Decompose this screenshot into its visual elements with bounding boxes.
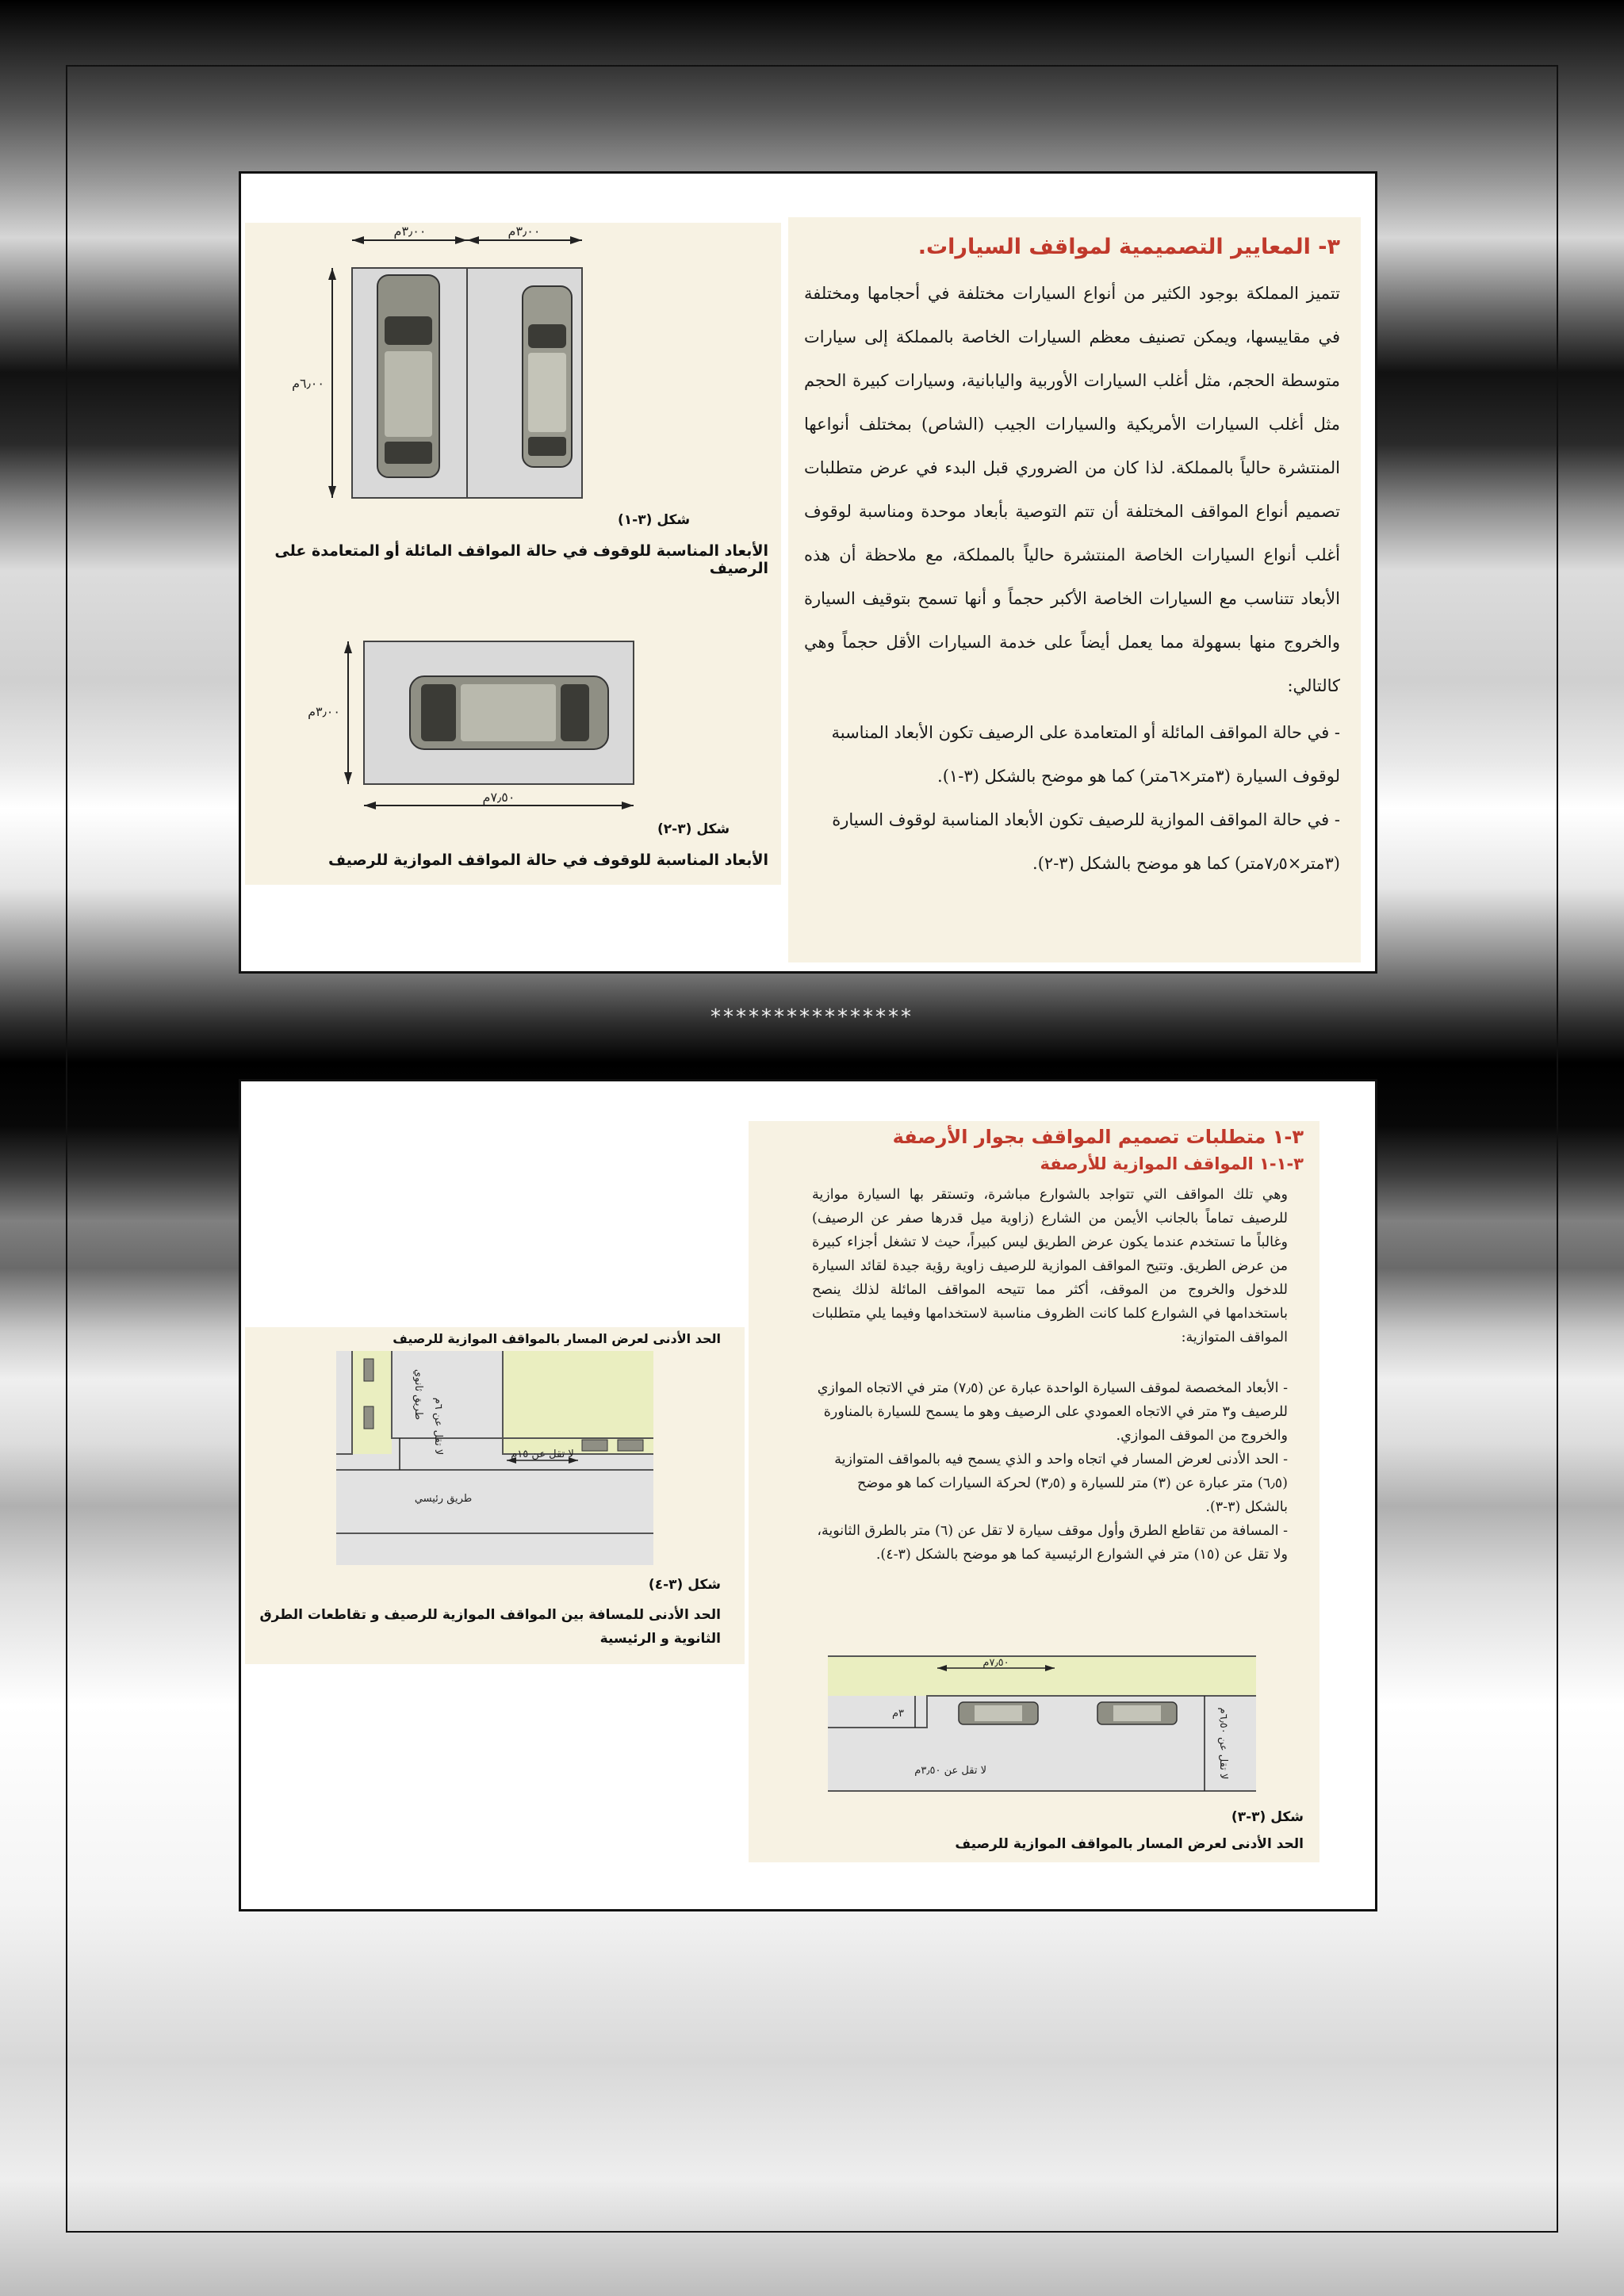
dimension-label: ٣٫٠٠م: [508, 224, 541, 239]
subsection-heading: ٣-١-١ المواقف الموازية للأرصفة: [1040, 1154, 1304, 1173]
figure-caption: الحد الأدنى للمسافة بين المواقف الموازية للرصيف و تقاطعات الطرق الثانوية و الرئيسية: [259, 1607, 721, 1647]
dimension-label: ٧٫٥٠م: [482, 790, 515, 805]
figures-panel: [245, 223, 781, 885]
list-item: - الأبعاد المخصصة لموقف السيارة الواحدة عبارة عن (٧٫٥) متر في الاتجاه الموازي للرصيف و٣ متر في الاتجاه العمودي على الرصيف وهو ما يسمح للسيارة بالمناورة والخروج من الموقف الموازي.: [817, 1380, 1288, 1444]
figure-number: شكل (٣-٢): [657, 821, 730, 837]
dimension-label: ٧٫٥٠م: [982, 1657, 1009, 1669]
figure-lane-width: [749, 1648, 1320, 1795]
section-heading: ٣-١ متطلبات تصميم المواقف بجوار الأرصفة: [892, 1126, 1304, 1148]
figure-perpendicular-parking: [245, 223, 781, 556]
car-icon: [377, 275, 439, 477]
car-icon: [582, 1440, 607, 1451]
figure-title: الحد الأدنى لعرض المسار بالمواقف الموازية للرصيف: [393, 1331, 721, 1346]
car-icon: [523, 286, 572, 467]
dimension-label: ٣٫٠٠م: [393, 224, 427, 239]
text-panel: [788, 217, 1361, 962]
text-panel: [749, 1121, 1320, 1862]
car-icon: [364, 1406, 373, 1429]
figure-number: شكل (٣-٤): [648, 1577, 721, 1593]
document-page-1: [239, 171, 1377, 974]
car-icon: [364, 1359, 373, 1381]
body-paragraph: تتميز المملكة بوجود الكثير من أنواع السيارات مختلفة في أحجامها ومختلفة في مقاييسها، ويمكن تصنيف معظم السيارات الخاصة بالمملكة إلى سيارات متوسطة الحجم، مثل أغلب السيارات الأوربية واليابانية، وسيارات كبيرة الحجم مثل أغلب السيارات الأمريكية والسيارات الجيب (الشاص) بمختلف أنواعها المنتشرة حالياً بالمملكة. لذا كان من الضروري قبل البدء في عرض متطلبات تصميم أنواع المواقف المختلفة أن تتم التوصية بأبعاد موحدة ومناسبة لوقوف أغلب أنواع السيارات الخاصة المنتشرة حالياً بالمملكة، مع ملاحظة أن هذه الأبعاد تتناسب مع السيارات الخاصة الأكبر حجماً و أنها تسمح بتوقيف السيارة والخروج منها بسهولة مما يعمل أيضاً على خدمة السيارات الأقل حجماً وهي كالتالي:: [804, 284, 1340, 695]
road-label: طريق رئيسي: [414, 1493, 473, 1505]
dimension-label: لا تقل عن ٦م: [432, 1397, 444, 1456]
separator: ****************: [710, 1005, 914, 1029]
figure-panel: [245, 1327, 745, 1664]
figure-number: شكل (٣-١): [618, 512, 691, 528]
car-icon: [1097, 1702, 1177, 1724]
section-heading: ٣- المعايير التصميمية لمواقف السيارات.: [917, 235, 1340, 259]
car-icon: [959, 1702, 1038, 1724]
figure-caption: الأبعاد المناسبة للوقوف في حالة المواقف المائلة أو المتعامدة على الرصيف: [274, 542, 768, 577]
car-icon: [618, 1440, 643, 1451]
dimension-label: لا تقل عن ٣٫٥٠م: [914, 1765, 986, 1777]
figure-number: شكل (٣-٣): [1231, 1809, 1304, 1825]
bullet-list: [812, 1376, 1288, 1567]
dimension-label: لا تقل عن ٦٫٥٠م: [1217, 1707, 1229, 1780]
document-page-2: [239, 1079, 1377, 1911]
list-item: - الحد الأدنى لعرض المسار في اتجاه واحد و الذي يسمح فيه بالمواقف المتوازية (٦٫٥) متر عبارة عن (٣) متر للسيارة و (٣٫٥) لحركة السيارات كما هو موضح بالشكل (٣-٣).: [834, 1452, 1288, 1515]
figure-parallel-parking: [245, 619, 781, 825]
dimension-label: ٣م: [891, 1708, 904, 1720]
figure-caption: الحد الأدنى لعرض المسار بالمواقف الموازية للرصيف: [955, 1836, 1304, 1852]
figure-intersection-distance: [245, 1351, 745, 1581]
dimension-label: ٣٫٠٠م: [308, 704, 340, 719]
car-icon: [410, 676, 608, 749]
dimension-label: لا تقل عن ١٥م: [511, 1448, 574, 1460]
body-paragraph: وهي تلك المواقف التي تتواجد بالشوارع مباشرة، وتستقر بها السيارة موازية للرصيف تماماً بالجانب الأيمن من الشارع (زاوية ميل قدرها صفر عن الرصيف) وغالباً ما تستخدم عندما يكون عرض الطريق ليس كبيراً، حيث لا تشغل أجزاء كبيرة من عرض الطريق. وتتيح المواقف الموازية للرصيف زاوية رؤية جيدة لقائد السيارة للدخول والخروج من الموقف، أكثر مما تتيحه المواقف المائلة لذلك ينصح باستخدامها في الشوارع كلما كانت الظروف مناسبة لاستخدامها وفيما يلي متطلبات المواقف المتوازية:: [812, 1187, 1288, 1345]
dimension-label: ٦٫٠٠م: [292, 376, 324, 391]
list-item: - في حالة المواقف المائلة أو المتعامدة على الرصيف تكون الأبعاد المناسبة لوقوف السيارة (٣متر×٦متر) كما هو موضح بالشكل (٣-١).: [831, 723, 1340, 786]
figure-caption: الأبعاد المناسبة للوقوف في حالة المواقف الموازية للرصيف: [327, 851, 768, 869]
road-label: طريق ثانوي: [412, 1368, 424, 1421]
list-item: - المسافة من تقاطع الطرق وأول موقف سيارة لا تقل عن (٦) متر بالطرق الثانوية، ولا تقل عن (١٥) متر في الشوارع الرئيسية كما هو موضح بالشكل (٣-٤).: [817, 1523, 1288, 1563]
list-item: - في حالة المواقف الموازية للرصيف تكون الأبعاد المناسبة لوقوف السيارة (٣متر×٧٫٥متر) كما هو موضح بالشكل (٣-٢).: [832, 810, 1340, 873]
bullet-list: [804, 711, 1340, 886]
